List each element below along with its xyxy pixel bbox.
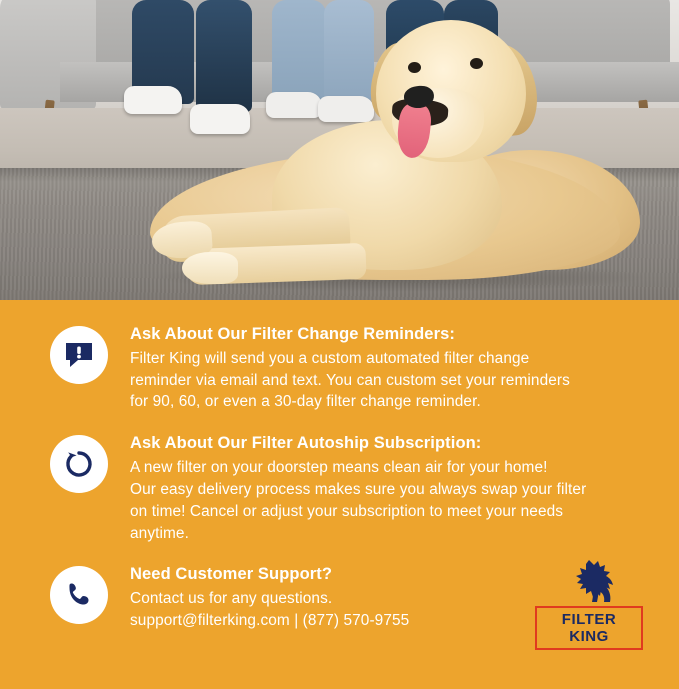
dog-eye bbox=[408, 62, 421, 73]
lion-mascot-icon bbox=[559, 558, 623, 610]
sneaker bbox=[318, 96, 374, 122]
person-leg bbox=[196, 0, 252, 112]
support-text bbox=[130, 564, 535, 631]
logo-line-king: KING bbox=[569, 628, 609, 646]
logo-wordmark bbox=[535, 606, 643, 650]
dog-paw bbox=[182, 252, 238, 284]
reminders-line-1: Filter King will send you a custom automated filter change bbox=[130, 349, 530, 367]
autoship-block bbox=[22, 433, 657, 544]
reminders-heading: Ask About Our Filter Change Reminders: bbox=[130, 325, 455, 343]
phone-handset-icon bbox=[50, 566, 108, 624]
autoship-line-1: A new filter on your doorstep means clean air for your home! bbox=[130, 458, 548, 476]
support-line-1: Contact us for any questions. bbox=[130, 590, 333, 607]
reminders-text bbox=[130, 324, 657, 413]
person-leg bbox=[272, 0, 326, 104]
support-contact-line[interactable]: support@filterking.com | (877) 570-9755 bbox=[130, 611, 410, 629]
sneaker bbox=[190, 104, 250, 134]
person-leg bbox=[324, 0, 374, 100]
hero-photo bbox=[0, 0, 679, 300]
refresh-cycle-icon bbox=[50, 435, 108, 493]
support-heading: Need Customer Support? bbox=[130, 565, 333, 584]
autoship-line-3: on time! Cancel or adjust your subscription to meet your needs bbox=[130, 502, 564, 520]
autoship-line-4: anytime. bbox=[130, 524, 189, 542]
filter-king-logo bbox=[535, 558, 643, 650]
support-block bbox=[22, 564, 657, 650]
sneaker bbox=[124, 86, 182, 114]
reminders-block bbox=[22, 324, 657, 413]
autoship-text bbox=[130, 433, 657, 544]
sneaker bbox=[266, 92, 322, 118]
dog-eye bbox=[470, 58, 483, 69]
info-panel bbox=[0, 300, 679, 689]
logo-line-filter: FILTER bbox=[561, 611, 617, 629]
autoship-line-2: Our easy delivery process makes sure you always swap your filter bbox=[130, 480, 587, 498]
reminders-line-3: for 90, 60, or even a 30-day filter change reminder. bbox=[130, 393, 481, 411]
autoship-heading: Ask About Our Filter Autoship Subscription: bbox=[130, 434, 482, 453]
chat-bubble-alert-icon bbox=[50, 326, 108, 384]
reminders-line-2: reminder via email and text. You can custom set your reminders bbox=[130, 371, 570, 389]
